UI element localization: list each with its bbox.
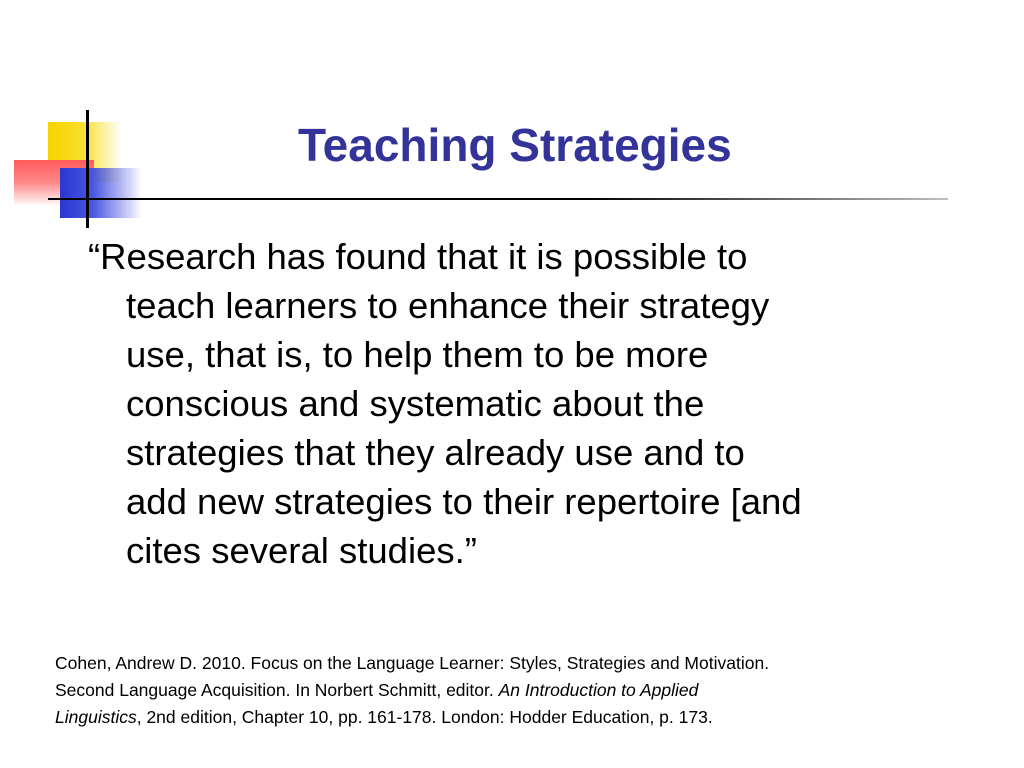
citation-line-1: Cohen, Andrew D. 2010. Focus on the Language Learner: Styles, Strategies and Motivation. bbox=[55, 653, 770, 673]
citation-line-3 bbox=[55, 704, 1015, 731]
quote-line: cites several studies.” bbox=[126, 530, 477, 571]
citation bbox=[55, 650, 1015, 731]
quote-line: “Research has found that it is possible to bbox=[88, 236, 748, 277]
quote-line: conscious and systematic about the bbox=[126, 383, 705, 424]
quote-line: teach learners to enhance their strategy bbox=[126, 285, 770, 326]
quote-line: use, that is, to help them to be more bbox=[126, 334, 709, 375]
decorative-blue-square bbox=[60, 168, 142, 218]
citation-book-title-cont: Linguistics bbox=[55, 707, 137, 727]
citation-text: , 2nd edition, Chapter 10, pp. 161-178. London: Hodder Education, p. 173. bbox=[136, 707, 713, 727]
title-underline-divider bbox=[48, 198, 948, 200]
quote-body bbox=[88, 232, 988, 575]
quote-line: strategies that they already use and to bbox=[126, 432, 745, 473]
citation-text: Second Language Acquisition. In Norbert Schmitt, editor. bbox=[55, 680, 499, 700]
citation-book-title: An Introduction to Applied bbox=[498, 680, 699, 700]
quote-line: add new strategies to their repertoire [and bbox=[126, 481, 802, 522]
slide-title: Teaching Strategies bbox=[298, 119, 732, 171]
decorative-vertical-line bbox=[86, 110, 89, 228]
citation-line-2 bbox=[55, 677, 1015, 704]
